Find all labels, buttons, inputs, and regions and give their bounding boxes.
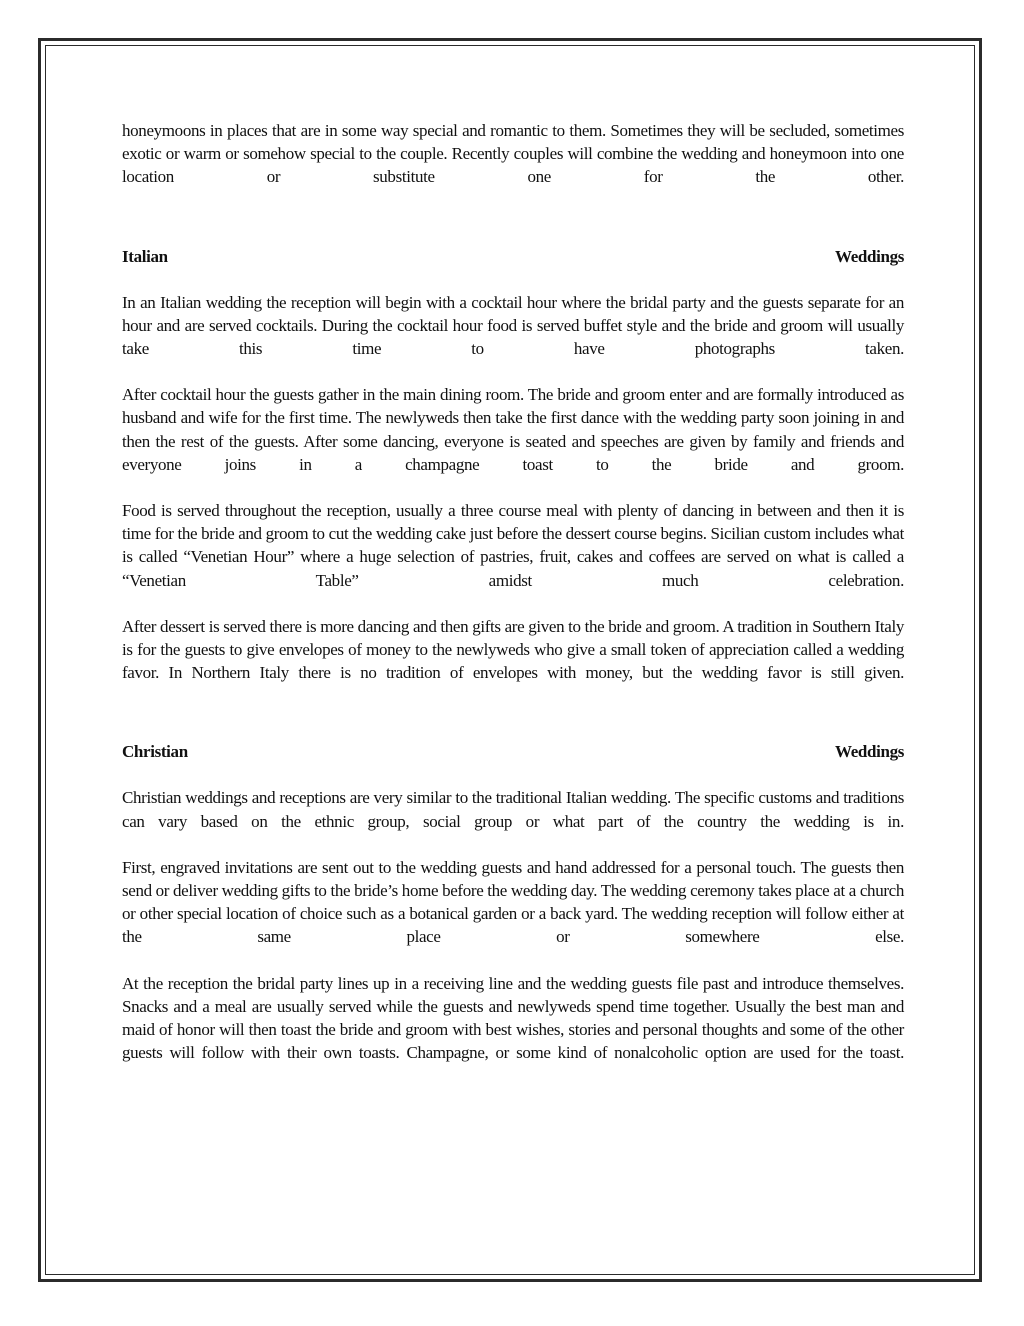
heading-christian-left: Christian — [122, 742, 188, 762]
heading-christian-weddings — [122, 740, 904, 763]
christian-paragraph-1: Christian weddings and receptions are very similar to the traditional Italian wedding. The specific customs and traditions can vary based on the ethnic group, social group or what part of the country the wedding is in. — [122, 788, 904, 831]
italian-paragraph-3: Food is served throughout the reception, usually a three course meal with plenty of dancing in between and then it is time for the bride and groom to cut the wedding cake just before the dessert course begins. Sicilian custom includes what is called “Venetian Hour” where a huge selection of pastries, fruit, cakes and coffees are served on what is called a “Venetian Table” amidst much celebration. — [122, 501, 904, 590]
italian-paragraph-2: After cocktail hour the guests gather in the main dining room. The bride and groom enter and are formally introduced as husband and wife for the first time. The newlyweds then take the first dance with the wedding party soon joining in and then the rest of the guests. After some dancing, everyone is seated and speeches are given by family and friends and everyone joins in a champagne toast to the bride and groom. — [122, 385, 904, 474]
intro-paragraph: honeymoons in places that are in some way special and romantic to them. Sometimes they will be secluded, sometimes exotic or warm or somehow special to the couple. Recently couples will combine the wedding and honeymoon into one location or substitute one for the other. — [122, 121, 904, 187]
page-content — [122, 119, 904, 1064]
christian-paragraph-2: First, engraved invitations are sent out to the wedding guests and hand addressed for a personal touch. The guests then send or deliver wedding gifts to the bride’s home before the wedding day. The wedding ceremony takes place at a church or other special location of choice such as a botanical garden or a back yard. The wedding reception will follow either at the same place or somewhere else. — [122, 857, 904, 947]
italian-paragraph-1: In an Italian wedding the reception will begin with a cocktail hour where the bridal party and the guests separate for an hour and are served cocktails. During the cocktail hour food is served buffet style and the bride and groom will usually take this time to have photographs taken. — [122, 292, 904, 359]
heading-italian-weddings — [122, 245, 904, 268]
heading-italian-right: Weddings — [834, 246, 904, 266]
christian-paragraph-3: At the reception the bridal party lines up in a receiving line and the wedding guests file past and introduce themselves. Snacks and a meal are usually served while the guests and newlyweds spend time together. Usually the best man and maid of honor will then toast the bride and groom with best wishes, stories and personal thoughts and some of the other guests will follow with their own toasts. Champagne, or some kind of nonalcoholic option are used for the toast. — [122, 973, 904, 1063]
heading-italian-left: Italian — [122, 246, 168, 266]
italian-paragraph-4: After dessert is served there is more dancing and then gifts are given to the bride and groom. A tradition in Southern Italy is for the guests to give envelopes of money to the newlyweds who give a small token of appreciation called a wedding favor. In Northern Italy there is no tradition of envelopes with money, but the wedding favor is still given. — [122, 616, 904, 683]
heading-christian-right: Weddings — [834, 742, 904, 762]
